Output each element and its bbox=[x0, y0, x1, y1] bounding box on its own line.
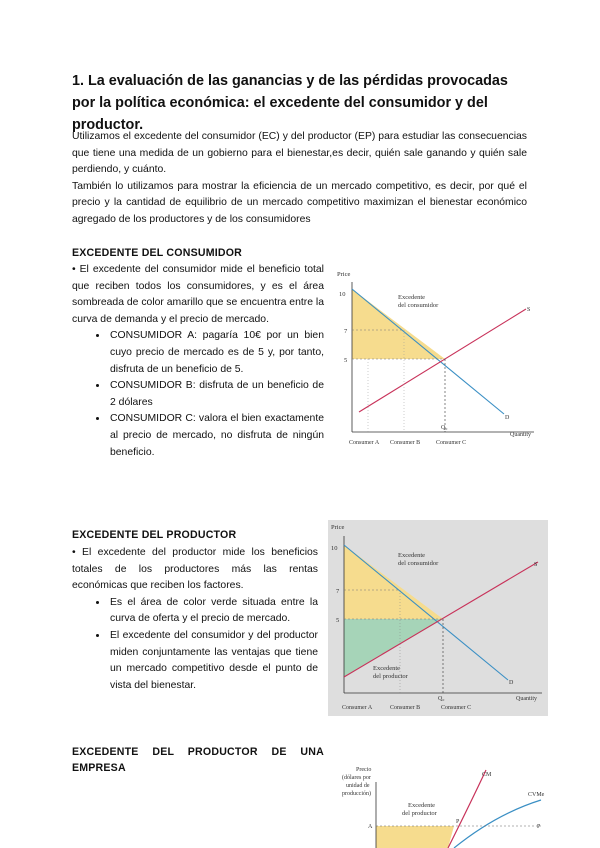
supply-label: S bbox=[527, 307, 531, 313]
page-title: 1. La evaluación de las ganancias y de las pérdidas provocadas por la política económica: el excedente del consumidor y del productor. bbox=[72, 73, 508, 133]
consumer-surplus-paragraph: • El excedente del consumidor mide el beneficio total que reciben todos los consumidores, y es el área sombreada de color amarillo que se encuentra entre la curva de demanda y el precio de mercado. bbox=[72, 264, 324, 325]
consumer-b-label: Consumer B bbox=[390, 440, 421, 446]
list-item: • El excedente del consumidor y del productor miden conjuntamente las ventajas que tiene un mercado competitivo desde el punto de vista del bienestar. bbox=[108, 628, 318, 694]
x-axis-label: Quantity bbox=[516, 696, 537, 702]
area-label: del productor bbox=[373, 673, 408, 680]
consumer-surplus-text bbox=[72, 262, 324, 461]
producer-surplus-heading: EXCEDENTE DEL PRODUCTOR bbox=[72, 529, 237, 541]
p-point-label: P bbox=[456, 819, 460, 825]
consumer-b-label: Consumer B bbox=[390, 705, 421, 711]
consumer-surplus-figure bbox=[334, 264, 542, 450]
y-axis-label: Precio bbox=[356, 767, 372, 773]
a-label: A bbox=[368, 824, 373, 830]
supply-label: S bbox=[534, 562, 538, 568]
y-axis-label: Price bbox=[331, 524, 345, 531]
consumer-c-label: Consumer C bbox=[436, 440, 467, 446]
producer-surplus-area bbox=[376, 826, 454, 848]
area-label: Excedente bbox=[373, 665, 401, 672]
area-label: del productor bbox=[402, 810, 437, 817]
area-label: del consumidor bbox=[398, 302, 439, 309]
cvme-label: CVMe bbox=[528, 792, 545, 798]
area-label: del consumidor bbox=[398, 560, 439, 567]
cm-label: CM bbox=[482, 772, 492, 778]
consumer-a-label: Consumer A bbox=[349, 440, 380, 446]
p-line-label: P bbox=[537, 824, 541, 830]
intro-text bbox=[72, 129, 527, 228]
consumer-list bbox=[72, 328, 324, 461]
q0-label: Q₀ bbox=[438, 696, 445, 702]
area-label: Excedente bbox=[398, 294, 426, 301]
tick-label: 5 bbox=[344, 357, 348, 364]
firm-producer-surplus-heading: EXCEDENTE DEL PRODUCTOR DE UNA EMPRESA bbox=[72, 746, 324, 774]
area-label: Excedente bbox=[398, 552, 426, 559]
producer-surplus-text bbox=[72, 545, 318, 694]
tick-label: 7 bbox=[336, 588, 340, 595]
consumer-surplus-heading: EXCEDENTE DEL CONSUMIDOR bbox=[72, 247, 243, 259]
list-item: • CONSUMIDOR C: valora el bien exactamente al precio de mercado, no disfruta de ningún beneficio. bbox=[108, 411, 324, 461]
y-axis-label: unidad de bbox=[346, 783, 370, 789]
producer-list bbox=[72, 595, 318, 695]
list-item: • CONSUMIDOR A: pagaría 10€ por un bien cuyo precio de mercado es de 5 y, por tanto, disfruta de un beneficio de 5. bbox=[108, 328, 324, 378]
y-axis-label: producción) bbox=[342, 791, 371, 797]
y-axis-label: Price bbox=[337, 271, 351, 278]
tick-label: 10 bbox=[339, 291, 346, 298]
intro-paragraph-2: También lo utilizamos para mostrar la eficiencia de un mercado competitivo, es decir, por qué el precio y la cantidad de equilibrio de un mercado competitivo maximizan el bienestar económico agregado de los productores y de los consumidores bbox=[72, 180, 527, 225]
x-axis-label: Quantity bbox=[510, 432, 531, 438]
producer-surplus-figure bbox=[328, 520, 548, 716]
y-axis-label: (dólares por bbox=[342, 775, 371, 781]
firm-surplus-figure bbox=[336, 762, 546, 848]
intro-paragraph-1: Utilizamos el excedente del consumidor (EC) y del productor (EP) para estudiar las consecuencias que tiene una medida de un gobierno para el bienestar,es decir, quién sale ganando y quién sale perdiendo, y cuánto. bbox=[72, 131, 527, 175]
q0-label: Q₀ bbox=[441, 425, 448, 431]
consumer-a-label: Consumer A bbox=[342, 705, 373, 711]
area-label: Excedente bbox=[408, 802, 436, 809]
list-item: • Es el área de color verde situada entre la curva de oferta y el precio de mercado. bbox=[108, 595, 318, 628]
tick-label: 7 bbox=[344, 328, 348, 335]
producer-surplus-paragraph: • El excedente del productor mide los beneficios totales de los productores más las rentas económicas que reciben los factores. bbox=[72, 547, 318, 592]
demand-label: D bbox=[505, 415, 510, 421]
tick-label: 5 bbox=[336, 617, 340, 624]
demand-label: D bbox=[509, 680, 514, 686]
consumer-c-label: Consumer C bbox=[441, 705, 472, 711]
tick-label: 10 bbox=[331, 545, 338, 552]
list-item: • CONSUMIDOR B: disfruta de un beneficio de 2 dólares bbox=[108, 378, 324, 411]
